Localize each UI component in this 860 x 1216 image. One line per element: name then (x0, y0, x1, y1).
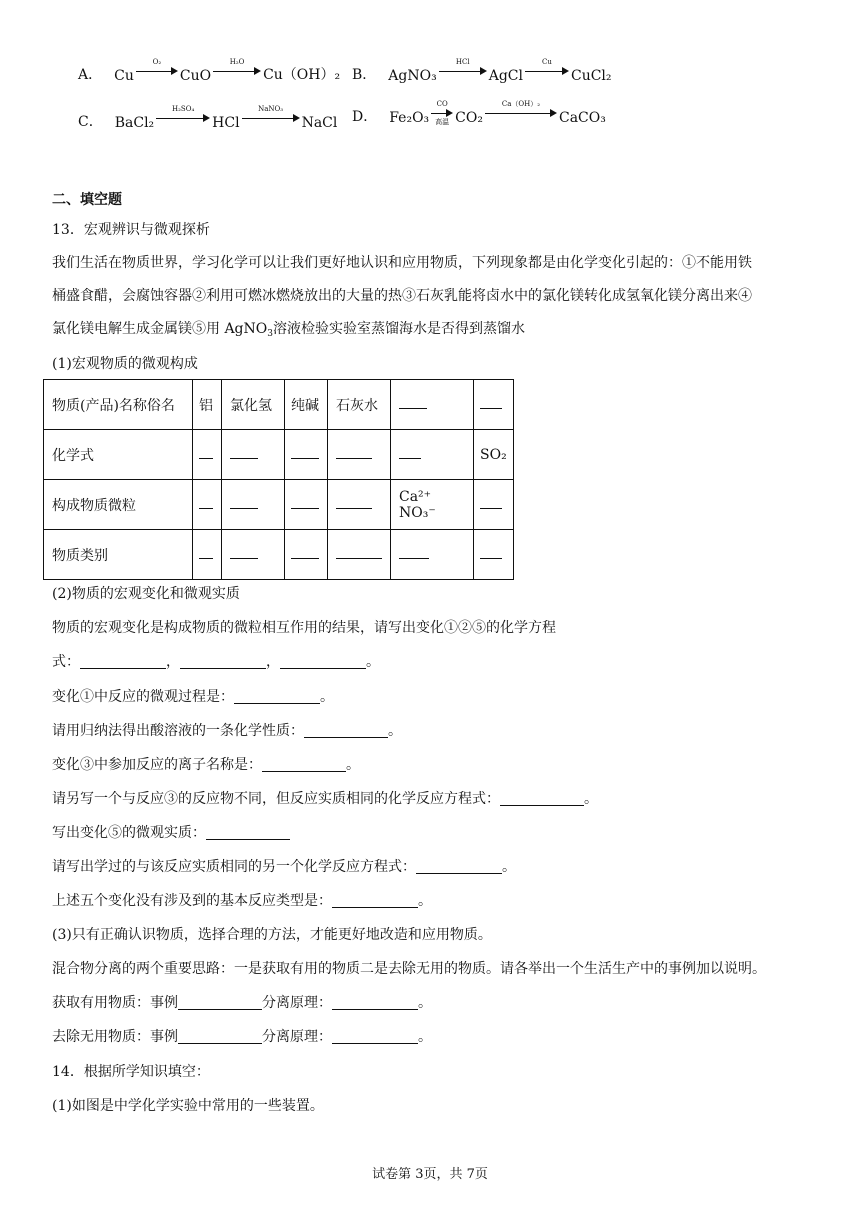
answer-blank[interactable] (193, 530, 222, 580)
answer-blank[interactable] (328, 480, 391, 530)
table-row (44, 480, 514, 530)
row-label: 化学式 (44, 430, 193, 480)
table-row (44, 380, 514, 430)
q14-sub1: (1)如图是中学化学实验中常用的一些装置。 (52, 1098, 324, 1114)
answer-blank[interactable] (262, 757, 346, 772)
options-row-d (352, 100, 606, 126)
answer-blank[interactable] (80, 654, 166, 669)
answer-blank[interactable] (391, 380, 474, 430)
answer-blank[interactable] (193, 430, 222, 480)
q13-p7: 写出变化⑤的微观实质： (52, 822, 290, 842)
table-row (44, 530, 514, 580)
answer-blank[interactable] (391, 430, 474, 480)
q13-p1: 物质的宏观变化是构成物质的微粒相互作用的结果，请写出变化①②⑤的化学方程 (52, 620, 556, 636)
option-d[interactable] (352, 100, 606, 126)
option-d-reactant: Fe₂O₃ (389, 110, 430, 126)
option-b[interactable] (352, 58, 612, 84)
answer-blank[interactable] (222, 530, 285, 580)
answer-blank[interactable] (285, 530, 328, 580)
answer-blank[interactable] (328, 530, 391, 580)
q13-sub2: (2)物质的宏观变化和微观实质 (52, 586, 240, 602)
section-title: 二、填空题 (52, 192, 122, 208)
option-a-letter: A． (78, 67, 103, 83)
option-d-product: CaCO₃ (558, 110, 606, 126)
q13-p8: 请写出学过的与该反应实质相同的另一个化学反应方程式： 。 (52, 859, 516, 875)
option-a[interactable] (78, 58, 340, 84)
answer-blank[interactable] (332, 1029, 418, 1044)
option-b-intermediate: AgCl (488, 68, 523, 84)
table-cell: 纯碱 (285, 380, 328, 430)
row-label: 构成物质微粒 (44, 480, 193, 530)
answer-blank[interactable] (178, 1029, 262, 1044)
answer-blank[interactable] (193, 480, 222, 530)
option-a-product: Cu（OH）₂ (263, 67, 341, 83)
table-cell: 石灰水 (328, 380, 391, 430)
answer-blank[interactable] (285, 480, 328, 530)
reaction-arrow: H₂O (213, 58, 261, 84)
answer-blank[interactable] (328, 430, 391, 480)
q13-p11: 获取有用物质：事例 分离原理： 。 (52, 995, 432, 1011)
q13-sub3: (3)只有正确认识物质，选择合理的方法，才能更好地改造和应用物质。 (52, 927, 492, 943)
option-d-letter: D． (352, 109, 378, 125)
q13-p9: 上述五个变化没有涉及到的基本反应类型是： 。 (52, 893, 432, 909)
table-row (44, 430, 514, 480)
q13-p12: 去除无用物质：事例 分离原理： 。 (52, 1029, 432, 1045)
option-c-reactant: BaCl₂ (114, 115, 155, 131)
options-row-b (352, 58, 612, 84)
option-d-intermediate: CO₂ (455, 110, 483, 126)
answer-blank[interactable] (332, 893, 418, 908)
q13-intro-line-1: 我们生活在物质世界，学习化学可以让我们更好地认识和应用物质，下列现象都是由化学变化引起的：①不能用铁 (52, 255, 752, 271)
options-row-c (78, 105, 337, 131)
reaction-arrow: HCl (439, 58, 487, 84)
reaction-arrow: Cu (525, 58, 569, 84)
table-cell: 氯化氢 (222, 380, 285, 430)
option-c[interactable] (78, 105, 337, 131)
option-a-reactant: Cu (114, 68, 134, 84)
answer-blank[interactable] (500, 791, 584, 806)
answer-blank[interactable] (280, 654, 366, 669)
answer-blank[interactable] (206, 825, 290, 840)
option-a-intermediate: CuO (179, 68, 212, 84)
q13-p4: 请用归纳法得出酸溶液的一条化学性质： 。 (52, 723, 402, 739)
q13-p5: 变化③中参加反应的离子名称是： 。 (52, 757, 360, 773)
reaction-arrow: O₂ (136, 58, 178, 84)
answer-blank[interactable] (222, 430, 285, 480)
option-b-reactant: AgNO₃ (388, 68, 437, 84)
answer-blank[interactable] (332, 995, 418, 1010)
answer-blank[interactable] (474, 480, 514, 530)
q13-p2: 式： ， ， 。 (52, 654, 380, 670)
option-c-product: NaCl (301, 115, 338, 131)
answer-blank[interactable] (180, 654, 266, 669)
table-cell: 铝 (193, 380, 222, 430)
page-footer: 试卷第 3页，共 7页 (372, 1167, 488, 1182)
reaction-arrow: H₂SO₄ (156, 105, 210, 131)
table-cell: SO₂ (474, 430, 514, 480)
question-14-title: 14．根据所学知识填空： (52, 1064, 210, 1080)
q13-intro-line-3: 氯化镁电解生成金属镁⑤用 AgNO$_3$溶液检验实验室蒸馏海水是否得到蒸馏水 (52, 321, 525, 339)
table-cell: Ca²⁺ NO₃⁻ (391, 480, 474, 530)
options-row-ab (78, 58, 340, 84)
answer-blank[interactable] (391, 530, 474, 580)
row-label: 物质(产品)名称俗名 (44, 380, 193, 430)
reaction-arrow: Ca（OH）₂ (485, 100, 557, 126)
reaction-arrow: NaNO₃ (242, 105, 300, 131)
option-c-intermediate: HCl (212, 115, 240, 131)
q13-p6: 请另写一个与反应③的反应物不同，但反应实质相同的化学反应方程式： 。 (52, 791, 598, 807)
answer-blank[interactable] (474, 380, 514, 430)
answer-blank[interactable] (416, 859, 502, 874)
answer-blank[interactable] (222, 480, 285, 530)
question-13-title: 13．宏观辨识与微观探析 (52, 222, 210, 238)
answer-blank[interactable] (178, 995, 262, 1010)
substance-table (43, 379, 514, 580)
answer-blank[interactable] (474, 530, 514, 580)
reaction-arrow: CO 高温 (431, 100, 453, 126)
answer-blank[interactable] (285, 430, 328, 480)
q13-intro-line-2: 桶盛食醋，会腐蚀容器②利用可燃冰燃烧放出的大量的热③石灰乳能将卤水中的氯化镁转化成氢氧化镁分离出来④ (52, 288, 752, 304)
option-b-letter: B． (352, 67, 377, 83)
q13-sub1: (1)宏观物质的微观构成 (52, 356, 198, 372)
row-label: 物质类别 (44, 530, 193, 580)
option-c-letter: C． (78, 114, 103, 130)
answer-blank[interactable] (304, 723, 388, 738)
q13-p10: 混合物分离的两个重要思路：一是获取有用的物质二是去除无用的物质。请各举出一个生活生产中的事例加以说明。 (52, 961, 766, 977)
q13-p3: 变化①中反应的微观过程是： 。 (52, 689, 334, 705)
answer-blank[interactable] (234, 689, 320, 704)
option-b-product: CuCl₂ (570, 68, 612, 84)
